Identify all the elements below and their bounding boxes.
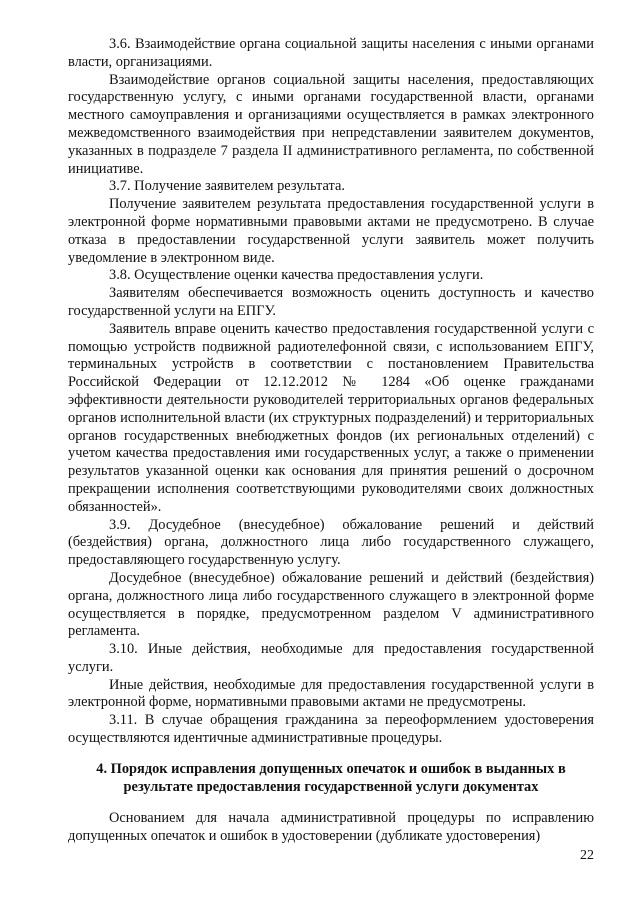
document-body [68, 36, 594, 846]
paragraph-quality-evaluation: Заявитель вправе оценить качество предоставления государственной услуги с помощью устройств подвижной радиотелефонной связи, с использованием ЕПГУ, терминальных устройств в соответствии с постановлением Правительства Российской Федерации от 12.12.2012 № 1284 «Об оценке гражданами эффективности деятельности руководителей территориальных органов федеральных органов исполнительной власти (их структурных подразделений) и территориальных органов государственных внебюджетных фондов (их региональных отделений) с учетом качества предоставления ими государственных услуг, а также о применении результатов указанной оценки как основания для принятия решений о досрочном прекращении исполнения соответствующими руководителями своих должностных обязанностей». [68, 320, 594, 515]
paragraph-3-11: 3.11. В случае обращения гражданина за переоформлением удостоверения осуществляются идентичные административные процедуры. [68, 712, 594, 747]
paragraph-3-9-title: 3.9. Досудебное (внесудебное) обжалование решений и действий (бездействия) органа, должностного лица либо государственного служащего, предоставляющего государственную услугу. [68, 516, 594, 569]
paragraph-other-actions: Иные действия, необходимые для предоставления государственной услуги в электронной форме, нормативными правовыми актами не предусмотрены. [68, 676, 594, 711]
paragraph-3-7-title: 3.7. Получение заявителем результата. [109, 178, 345, 195]
section-4-heading [68, 761, 594, 797]
paragraph-quality-access: Заявителям обеспечивается возможность оценить доступность и качество государственной услуги на ЕПГУ. [68, 285, 594, 319]
paragraph-3-6-title: 3.6. Взаимодействие органа социальной защиты населения с иными органами власти, организациями. [68, 36, 594, 70]
paragraph-interaction: Взаимодействие органов социальной защиты населения, предоставляющих государственную услугу, с иными органами государственной власти, органами местного самоуправления и организациями осуществляется в рамках электронного межведомственного взаимодействия при непредставлении заявителем документов, указанных в подразделе 7 раздела II административного регламента, по собственной инициативе. [68, 71, 594, 177]
paragraph-appeal: Досудебное (внесудебное) обжалование решений и действий (бездействия) органа, должностного лица либо государственного служащего в электронной форме осуществляется в порядке, предусмотренном разделом V административного регламента. [68, 569, 594, 640]
paragraph-3-10-title: 3.10. Иные действия, необходимые для предоставления государственной услуги. [68, 641, 594, 675]
section-4-heading-line-1: 4. Порядок исправления допущенных опечаток и ошибок в выданных в [96, 760, 566, 777]
page-number: 22 [580, 848, 594, 863]
section-4-heading-line-2: результате предоставления государственной услуги документах [123, 778, 539, 795]
paragraph-result: Получение заявителем результата предоставления государственной услуги в электронной форме нормативными правовыми актами не предусмотрено. В случае отказа в предоставлении государственной услуги заявитель может получить уведомление в электронном виде. [68, 196, 594, 266]
paragraph-correction-basis: Основанием для начала административной процедуры по исправлению допущенных опечаток и ошибок в удостоверении (дубликате удостоверения) [68, 810, 594, 845]
paragraph-3-8-title: 3.8. Осуществление оценки качества предоставления услуги. [109, 267, 484, 284]
